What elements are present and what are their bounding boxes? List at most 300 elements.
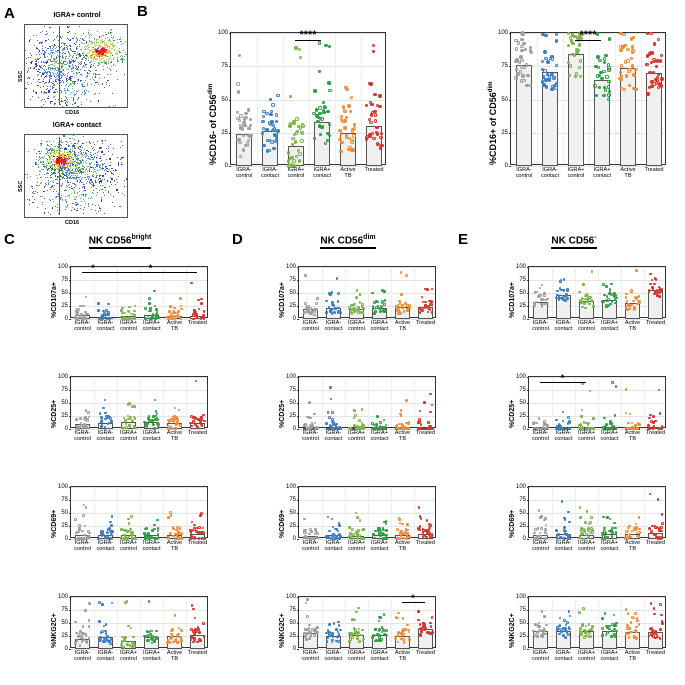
data-point	[193, 416, 196, 419]
data-point	[127, 518, 130, 521]
data-point	[190, 425, 193, 428]
flow-event	[81, 61, 82, 62]
flow-cytometry-plot-1[interactable]	[24, 24, 128, 108]
chart-c-cd107a[interactable]	[44, 258, 212, 336]
flow-event	[68, 69, 69, 70]
data-point	[401, 424, 404, 427]
x-axis-group-label: IGRA- control	[302, 430, 319, 442]
y-axis-tick	[527, 513, 529, 514]
panel-divider	[94, 487, 95, 537]
flow-event	[93, 154, 94, 155]
panel-divider	[309, 33, 310, 164]
panel-divider	[414, 377, 415, 427]
data-point	[563, 529, 566, 532]
flow-event	[48, 183, 49, 184]
data-point	[306, 598, 309, 601]
flow-event	[53, 32, 54, 33]
section-title-c-text: NK $CD56^{bright}$	[89, 234, 152, 249]
data-point	[655, 65, 658, 68]
panel-divider	[615, 33, 616, 164]
flow-event	[62, 67, 63, 68]
flow-event	[122, 62, 123, 63]
flow-event	[40, 82, 41, 83]
flow-event	[99, 148, 100, 149]
flow-event	[106, 62, 107, 63]
data-point	[569, 36, 572, 39]
data-point	[350, 96, 353, 99]
flow-event	[75, 44, 76, 45]
flow-event	[92, 77, 93, 78]
x-axis-group-label: IGRA- control	[532, 540, 549, 552]
flow-event	[80, 69, 81, 70]
data-point	[537, 527, 540, 530]
flow-event	[60, 151, 61, 152]
data-point	[374, 119, 377, 122]
y-axis-tick-label: 50	[221, 96, 228, 103]
flow-event	[32, 188, 33, 189]
flow-event	[54, 63, 55, 64]
flow-event	[112, 202, 113, 203]
flow-event	[90, 34, 91, 35]
data-point	[267, 149, 270, 152]
data-point	[578, 43, 581, 46]
flow-event	[76, 91, 77, 92]
flow-event	[100, 49, 102, 51]
data-point	[202, 622, 205, 625]
y-axis-tick	[509, 66, 511, 67]
flow-event	[37, 182, 38, 183]
data-point	[362, 640, 365, 643]
flow-event	[102, 143, 103, 144]
data-point	[156, 519, 159, 522]
flow-event	[99, 158, 100, 159]
flow-event	[100, 169, 101, 170]
flow-event	[58, 157, 59, 158]
data-point	[398, 300, 401, 303]
data-point	[127, 625, 130, 628]
flow-event	[120, 159, 121, 160]
data-point	[649, 273, 652, 276]
y-axis-tick	[527, 280, 529, 281]
data-point	[399, 531, 402, 534]
chart-e-cd107a[interactable]	[502, 258, 670, 336]
flow-event	[64, 100, 65, 101]
data-point	[239, 114, 242, 117]
panel-letter-a: A	[4, 5, 15, 22]
flow-event	[40, 72, 41, 73]
flow-event	[67, 196, 68, 197]
significance-label: *	[91, 263, 95, 273]
data-point	[328, 89, 331, 92]
flow-event	[77, 165, 78, 166]
y-axis-tick-label: 100	[285, 374, 296, 380]
x-axis-group-label: Active TB	[620, 167, 636, 179]
flow-event	[44, 83, 45, 84]
flow-event	[52, 53, 53, 54]
flow-event	[110, 57, 111, 58]
flow-event	[121, 58, 122, 59]
flow-event	[65, 168, 66, 169]
flow-event	[42, 202, 43, 203]
flow-event	[43, 73, 44, 74]
flow-event	[57, 210, 58, 211]
flow-event	[72, 76, 73, 77]
bar[interactable]	[579, 301, 593, 319]
data-point	[406, 304, 409, 307]
data-point	[353, 409, 356, 412]
data-point	[383, 419, 386, 422]
data-point	[567, 511, 570, 514]
flow-event	[49, 146, 50, 147]
data-point	[417, 527, 420, 530]
flow-event	[106, 168, 107, 169]
data-point	[293, 133, 296, 136]
flow-event	[53, 201, 54, 202]
y-axis-tick-label: 50	[519, 400, 526, 406]
panel-letter-e: E	[458, 231, 469, 248]
data-point	[381, 289, 384, 292]
data-point	[591, 270, 594, 273]
flow-cytometry-plot-2[interactable]	[24, 134, 128, 218]
flow-event	[37, 185, 38, 186]
flow-event	[63, 73, 64, 74]
flow-event	[50, 47, 51, 48]
data-point	[99, 412, 102, 415]
flow-event	[121, 141, 122, 142]
flow-event	[95, 59, 96, 60]
panel-divider	[552, 487, 553, 537]
flow-event	[66, 68, 67, 69]
flow-event	[55, 206, 56, 207]
data-point	[190, 282, 193, 285]
data-point	[82, 305, 85, 308]
data-point	[400, 409, 403, 412]
data-point	[660, 84, 663, 87]
flow-event	[60, 179, 61, 180]
flow-event	[62, 36, 63, 37]
data-point	[602, 70, 605, 73]
data-point	[191, 636, 194, 639]
flow-event	[48, 173, 49, 174]
chart-b-cd16-neg[interactable]	[200, 22, 390, 187]
section-title-e-text: NK CD56-	[551, 234, 596, 249]
flow-event	[48, 91, 49, 92]
flow-plot-1-x-axis-label: CD16	[65, 110, 80, 116]
flow-event	[43, 54, 44, 55]
flow-event	[66, 155, 67, 156]
flow-event	[48, 212, 49, 213]
flow-event	[113, 47, 114, 48]
flow-event	[101, 160, 102, 161]
flow-event	[38, 97, 39, 98]
data-point	[589, 390, 592, 393]
data-point	[566, 288, 569, 291]
flow-event	[77, 192, 78, 193]
flow-event	[95, 77, 96, 78]
flow-event	[107, 80, 108, 81]
flow-event	[77, 79, 78, 80]
data-point	[646, 92, 649, 95]
flow-event	[70, 83, 71, 84]
data-point	[75, 418, 78, 421]
flow-event	[53, 81, 54, 82]
data-point	[625, 293, 628, 296]
flow-event	[41, 62, 42, 63]
data-point	[331, 421, 334, 424]
data-point	[98, 620, 101, 623]
data-point	[88, 602, 91, 605]
y-axis-tick-label: 100	[515, 484, 526, 490]
flow-event	[56, 148, 57, 149]
flow-event	[49, 79, 50, 80]
flow-event	[97, 152, 98, 153]
flow-event	[107, 37, 108, 38]
data-point	[200, 531, 203, 534]
data-point	[568, 521, 571, 524]
flow-event	[81, 194, 82, 195]
y-axis-tick-label: 75	[289, 497, 296, 503]
chart-d-cd107a[interactable]	[272, 258, 440, 336]
flow-event	[98, 43, 99, 44]
flow-event	[38, 166, 39, 167]
data-point	[236, 138, 239, 141]
x-axis-group-label: IGRA+ contact	[142, 320, 161, 332]
flow-plot-2-y-axis-label: SSC	[18, 180, 24, 192]
flow-event	[80, 74, 81, 75]
chart-d-cd69[interactable]	[272, 478, 440, 556]
data-point	[98, 309, 101, 312]
x-axis-group-label: IGRA- contact	[96, 430, 115, 442]
flow-event	[67, 142, 68, 143]
data-point	[653, 283, 656, 286]
x-axis-group-label: Treated	[364, 167, 384, 173]
flow-event	[49, 27, 50, 28]
flow-event	[81, 63, 82, 64]
flow-event	[99, 64, 100, 65]
flow-event	[82, 147, 83, 148]
plot-area	[285, 374, 436, 442]
chart-e-cd25[interactable]	[502, 368, 670, 446]
data-point	[607, 93, 610, 96]
flow-event	[61, 185, 62, 186]
flow-event	[85, 70, 86, 71]
flow-plot-2-x-axis-label: CD16	[65, 220, 80, 226]
flow-event	[62, 65, 63, 66]
y-axis-tick	[297, 636, 299, 637]
flow-event	[95, 67, 96, 68]
data-point	[351, 308, 354, 311]
flow-event	[83, 186, 84, 187]
data-point	[103, 640, 106, 643]
significance-label: *	[148, 263, 153, 273]
y-axis-tick-label: 75	[61, 607, 68, 613]
flow-event	[33, 90, 34, 91]
flow-event	[102, 35, 103, 36]
flow-event	[56, 56, 57, 57]
flow-event	[84, 149, 85, 150]
chart-e-cd69[interactable]	[502, 478, 670, 556]
x-axis-group-label: Active TB	[624, 320, 641, 332]
data-point	[156, 311, 159, 314]
flow-plot-title-2: IGRA+ contact	[52, 122, 102, 129]
flow-event	[80, 205, 81, 206]
flow-event	[76, 75, 77, 76]
data-point	[339, 629, 342, 632]
x-axis-group-label: IGRA- control	[532, 430, 549, 442]
flow-event	[77, 83, 78, 84]
flow-event	[85, 156, 86, 157]
data-point	[656, 291, 659, 294]
x-axis-group-label: IGRA+ control	[120, 320, 137, 332]
data-point	[337, 300, 340, 303]
x-axis-group-label: Active TB	[166, 430, 183, 442]
x-axis-group-label: IGRA+ control	[578, 540, 595, 552]
flow-event	[72, 207, 73, 208]
data-point	[304, 274, 307, 277]
y-axis-tick-label: 50	[519, 510, 526, 516]
data-point	[588, 303, 591, 306]
bar[interactable]	[620, 68, 636, 166]
flow-event	[78, 158, 79, 159]
flow-event	[74, 77, 75, 78]
data-point	[82, 514, 85, 517]
data-point	[306, 615, 309, 618]
flow-event	[104, 40, 105, 41]
flow-event	[34, 149, 35, 150]
flow-event	[73, 97, 74, 98]
data-point	[292, 122, 295, 125]
flow-event	[59, 73, 60, 74]
flow-event	[36, 156, 37, 157]
flow-event	[110, 181, 111, 182]
data-point	[147, 532, 150, 535]
flow-event	[56, 57, 57, 58]
data-point	[406, 534, 409, 537]
chart-d-nkg2c[interactable]	[272, 588, 440, 666]
panel-divider	[563, 33, 564, 164]
flow-event	[86, 163, 87, 164]
flow-event	[106, 51, 108, 53]
chart-b-cd16-pos[interactable]	[480, 22, 670, 187]
chart-c-nkg2c[interactable]	[44, 588, 212, 666]
data-point	[653, 42, 656, 45]
flow-event	[27, 174, 28, 175]
y-axis-tick-label: 0	[292, 646, 296, 652]
chart-c-cd69[interactable]	[44, 478, 212, 556]
flow-event	[56, 76, 57, 77]
flow-event	[42, 48, 43, 49]
data-point	[379, 421, 382, 424]
plot-area	[285, 594, 436, 662]
data-point	[313, 413, 316, 416]
flow-event	[76, 177, 77, 178]
x-axis-group-label: IGRA- control	[302, 650, 319, 662]
y-axis-tick-label: 100	[57, 374, 68, 380]
flow-event	[99, 190, 100, 191]
data-point	[319, 117, 322, 120]
panel-divider	[644, 487, 645, 537]
y-axis-tick-label: 100	[285, 484, 296, 490]
flow-event	[65, 209, 66, 210]
y-axis-tick-label: 50	[289, 620, 296, 626]
flow-event	[102, 141, 103, 142]
data-point	[153, 524, 156, 527]
flow-event	[76, 158, 77, 159]
data-point	[198, 526, 201, 529]
flow-event	[59, 102, 60, 103]
x-axis-group-label: Active TB	[394, 430, 411, 442]
data-point	[375, 131, 378, 134]
flow-event	[105, 174, 106, 175]
significance-label: ****	[299, 29, 317, 41]
flow-event	[115, 170, 116, 171]
flow-event	[81, 150, 82, 151]
flow-event	[74, 193, 75, 194]
data-point	[660, 54, 663, 57]
flow-event	[49, 141, 50, 142]
flow-event	[116, 179, 117, 180]
bar[interactable]	[568, 54, 584, 166]
flow-event	[61, 142, 62, 143]
flow-event	[38, 52, 39, 53]
data-point	[359, 519, 362, 522]
flow-event	[44, 198, 45, 199]
significance-label: ****	[579, 29, 597, 41]
flow-event	[53, 182, 54, 183]
flow-event	[39, 174, 40, 175]
flow-event	[104, 87, 105, 88]
chart-d-cd25[interactable]	[272, 368, 440, 446]
flow-event	[97, 192, 98, 193]
data-point	[178, 409, 181, 412]
flow-event	[76, 185, 77, 186]
flow-event	[52, 174, 53, 175]
flow-event	[67, 206, 68, 207]
data-point	[613, 425, 616, 428]
panel-letter-d: D	[232, 231, 243, 248]
chart-c-cd25[interactable]	[44, 368, 212, 446]
data-point	[408, 638, 411, 641]
data-point	[176, 418, 179, 421]
flow-event	[32, 202, 33, 203]
flow-event	[109, 186, 110, 187]
data-point	[420, 517, 423, 520]
data-point	[196, 426, 199, 429]
flow-event	[30, 176, 31, 177]
flow-event	[85, 174, 86, 175]
data-point	[559, 280, 562, 283]
flow-event	[92, 43, 93, 44]
flow-event	[86, 90, 87, 91]
flow-event	[105, 140, 106, 141]
flow-event	[108, 61, 109, 62]
flow-event	[77, 106, 78, 107]
flow-event	[104, 195, 105, 196]
flow-event	[85, 80, 86, 81]
flow-event	[81, 102, 82, 103]
data-point	[556, 290, 559, 293]
x-axis-group-label: Active TB	[340, 167, 356, 179]
data-point	[353, 126, 356, 129]
panel-divider	[414, 267, 415, 317]
y-axis-tick	[527, 267, 529, 268]
data-point	[361, 408, 364, 411]
flow-event	[125, 54, 126, 55]
data-point	[190, 415, 193, 418]
data-point	[356, 289, 359, 292]
panel-divider	[641, 33, 642, 164]
data-point	[349, 110, 352, 113]
